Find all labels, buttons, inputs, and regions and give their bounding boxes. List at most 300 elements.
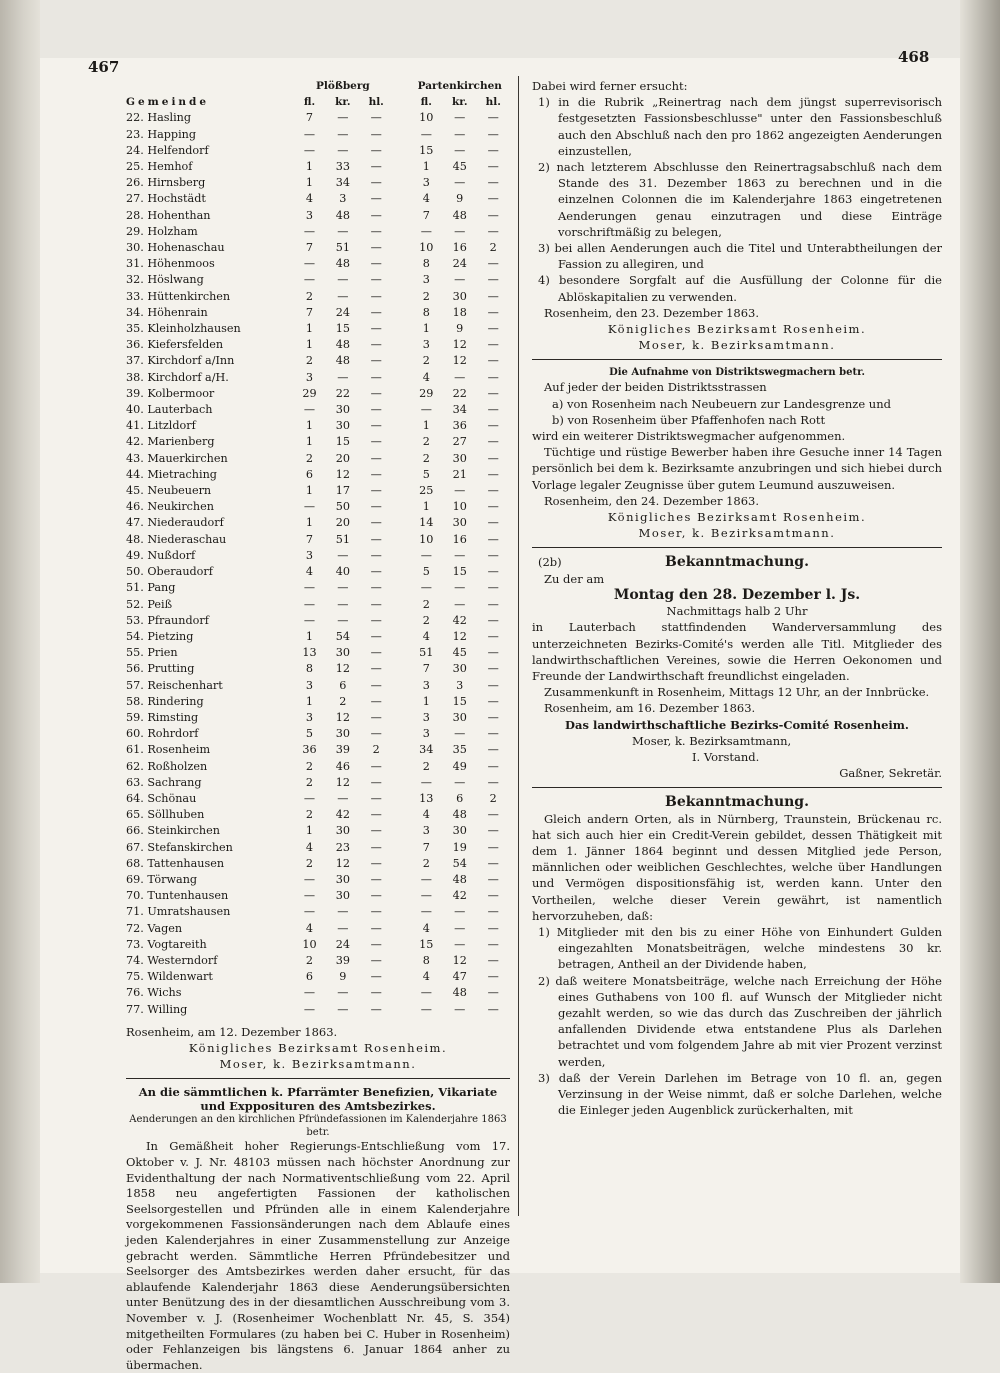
amount-cell: —	[370, 160, 382, 174]
amount-cell: —	[487, 808, 499, 822]
amount-cell: 30	[452, 662, 467, 676]
table-row	[126, 645, 510, 661]
amount-cell: —	[487, 111, 499, 125]
municipality-name: 67. Stefanskirchen	[126, 840, 233, 854]
municipality-name: 35. Kleinholzhausen	[126, 322, 241, 336]
divider	[532, 547, 942, 548]
amount-cell: 25	[419, 484, 434, 498]
amount-cell: —	[370, 403, 382, 417]
amount-cell: —	[454, 937, 466, 951]
amount-cell: —	[370, 370, 382, 384]
col-hl: hl.	[368, 96, 384, 109]
amount-cell: —	[370, 824, 382, 838]
municipality-name: 72. Vagen	[126, 921, 183, 935]
amount-cell: 4	[422, 370, 430, 384]
amount-cell: 30	[335, 419, 350, 433]
amount-cell: —	[370, 435, 382, 449]
amount-cell: —	[370, 289, 382, 303]
page-number-left: 467	[88, 58, 120, 76]
table-row	[126, 985, 510, 1001]
amount-cell: —	[337, 597, 349, 611]
amount-cell: 47	[452, 970, 467, 984]
table-row	[126, 418, 510, 434]
municipality-name: 52. Peiß	[126, 597, 173, 611]
amount-cell: —	[487, 467, 499, 481]
table-row	[126, 305, 510, 321]
amount-cell: —	[303, 500, 316, 514]
municipality-name: 28. Hohenthan	[126, 208, 211, 222]
amount-cell: 30	[452, 516, 467, 530]
amount-cell: —	[454, 484, 466, 498]
amount-cell: —	[420, 905, 432, 919]
notice-sign: Moser, k. Bezirksamtmann,	[632, 733, 792, 748]
request-office: Königliches Bezirksamt Rosenheim.	[607, 322, 867, 337]
amount-cell: 2	[422, 354, 430, 368]
amount-cell: 8	[422, 305, 430, 319]
municipality-name: 66. Steinkirchen	[126, 824, 220, 838]
col-kr: kr.	[335, 96, 351, 109]
table-row	[126, 807, 510, 823]
table-row	[126, 240, 510, 256]
table-row	[126, 337, 510, 353]
amount-cell: 12	[335, 467, 350, 481]
amount-cell: —	[487, 370, 499, 384]
amount-cell: 2	[422, 435, 430, 449]
col-kr: kr.	[451, 96, 468, 109]
amount-cell: 15	[452, 565, 467, 579]
amount-cell: 30	[452, 451, 467, 465]
amount-cell: 30	[335, 403, 350, 417]
amount-cell: —	[370, 208, 382, 222]
notice-sign-secretary: Gaßner, Sekretär.	[839, 766, 942, 781]
table-row	[126, 532, 510, 548]
notice-intro: Zu der am	[544, 571, 605, 586]
table-row	[126, 904, 510, 920]
notice-time: Nachmittags halb 2 Uhr	[666, 604, 808, 619]
amount-cell: —	[370, 354, 382, 368]
amount-cell: 1	[305, 338, 314, 352]
municipality-name: 61. Rosenheim	[126, 743, 211, 757]
amount-cell: 2	[305, 775, 314, 789]
municipality-name: 48. Niederaschau	[126, 532, 227, 546]
amount-cell: —	[337, 613, 349, 627]
municipality-name: 71. Umratshausen	[126, 905, 231, 919]
amount-cell: 34	[419, 743, 434, 757]
table-row	[126, 597, 510, 613]
table-row	[126, 710, 510, 726]
amount-cell: 30	[335, 872, 350, 886]
amount-cell: 12	[452, 953, 467, 967]
amount-cell: 2	[422, 759, 430, 773]
group-ploessberg: Plößberg	[315, 80, 370, 92]
amount-cell: 7	[422, 662, 430, 676]
amount-cell: —	[487, 419, 499, 433]
notice-sign-role: I. Vorstand.	[692, 749, 760, 764]
municipality-name: 44. Mietraching	[126, 467, 217, 481]
amount-cell: —	[487, 435, 499, 449]
amount-cell: 29	[302, 386, 317, 400]
credit-item: 2) daß weitere Monatsbeiträge, welche nach Erreichung der Höhe eines Guthabens von 100 fl. auf Wunsch der Mitglieder nicht gezahlt werden, so wie das durch das Zuschreiben der jährlich anfallenden Dividende etwa entstandene Plus als Darlehen betrachtet und vom folgendem Jahre ab mit vier Prozent verzinst werden,	[538, 973, 942, 1069]
municipality-name: 62. Roßholzen	[126, 759, 208, 773]
amount-cell: —	[370, 581, 382, 595]
amount-cell: —	[337, 273, 349, 287]
amount-cell: —	[370, 516, 382, 530]
amount-cell: —	[487, 937, 499, 951]
amount-cell: 4	[305, 840, 314, 854]
amount-cell: 34	[335, 176, 350, 190]
amount-cell: —	[370, 662, 382, 676]
amount-cell: —	[487, 856, 499, 870]
amount-cell: 1	[305, 629, 314, 643]
amount-cell: 4	[422, 970, 430, 984]
amount-cell: 4	[422, 192, 430, 206]
table-row	[126, 661, 510, 677]
table-row	[126, 823, 510, 839]
amount-cell: 3	[305, 208, 314, 222]
amount-cell: —	[487, 386, 499, 400]
table-row	[126, 742, 510, 758]
request-item: 2) nach letzterem Abschlusse den Reinertragsabschluß nach dem Stande des 31. Dezember 1863 zu berechnen und in die einzelnen Colonnen die im Kalenderjahre 1863 eingetretenen Aenderungen genau einzutragen und diese Einträge vorschriftmäßig zu belegen,	[538, 160, 942, 239]
amount-cell: 42	[335, 808, 350, 822]
amount-cell: —	[487, 824, 499, 838]
table-row	[126, 386, 510, 402]
amount-cell: 7	[305, 532, 314, 546]
amount-cell: 6	[456, 791, 464, 805]
municipality-name: 68. Tattenhausen	[126, 856, 225, 870]
amount-cell: 36	[452, 419, 467, 433]
amount-cell: 12	[335, 662, 350, 676]
table-row	[126, 402, 510, 418]
amount-cell: 48	[452, 872, 467, 886]
amount-cell: —	[420, 127, 432, 141]
amount-cell: 1	[305, 160, 314, 174]
page-number-right: 468	[898, 48, 930, 66]
amount-cell: —	[370, 467, 382, 481]
amount-cell: 1	[305, 824, 314, 838]
amount-cell: 3	[305, 710, 314, 724]
amount-cell: —	[487, 451, 499, 465]
divider	[532, 787, 942, 788]
amount-cell: 30	[452, 289, 467, 303]
municipality-name: 46. Neukirchen	[126, 500, 214, 514]
col-fl: fl.	[420, 96, 432, 109]
table-row	[126, 467, 510, 483]
municipality-name: 55. Prien	[126, 646, 178, 660]
request-item: 4) besondere Sorgfalt auf die Ausfüllung der Colonne für die Ablöskapitalien zu verwenden.	[538, 273, 942, 304]
amount-cell: —	[303, 127, 316, 141]
amount-cell: 1	[305, 322, 314, 336]
amount-cell: 51	[419, 646, 434, 660]
municipality-name: 23. Happing	[126, 127, 197, 141]
amount-cell: —	[370, 273, 382, 287]
right-column	[532, 78, 942, 1118]
amount-cell: 2	[372, 743, 380, 757]
amount-cell: —	[454, 176, 466, 190]
amount-cell: —	[370, 451, 382, 465]
notice-org: Das landwirthschaftliche Bezirks-Comité Rosenheim.	[565, 717, 909, 732]
amount-cell: 2	[305, 856, 314, 870]
amount-cell: —	[487, 662, 499, 676]
municipality-name: 56. Prutting	[126, 662, 195, 676]
table-footer-sign: Moser, k. Bezirksamtmann.	[219, 1057, 417, 1072]
table-row	[126, 159, 510, 175]
table-row	[126, 256, 510, 272]
amount-cell: —	[370, 727, 382, 741]
amount-cell: 4	[305, 565, 314, 579]
amount-cell: 4	[422, 629, 430, 643]
amount-cell: 39	[335, 953, 350, 967]
amount-cell: 50	[335, 500, 350, 514]
amount-cell: 12	[452, 338, 467, 352]
amount-cell: 29	[419, 386, 434, 400]
amount-cell: —	[420, 581, 432, 595]
table-row	[126, 110, 510, 126]
amount-cell: —	[337, 905, 349, 919]
amount-cell: 40	[335, 565, 350, 579]
amount-cell: —	[487, 516, 499, 530]
amount-cell: —	[337, 370, 349, 384]
amount-cell: 2	[489, 791, 497, 805]
amount-cell: 9	[456, 322, 464, 336]
amount-cell: 3	[305, 548, 314, 562]
amount-cell: —	[487, 905, 499, 919]
table-row	[126, 726, 510, 742]
amount-cell: —	[487, 597, 499, 611]
amount-cell: —	[337, 581, 349, 595]
amount-cell: —	[487, 629, 499, 643]
amount-cell: —	[454, 127, 466, 141]
amount-cell: —	[487, 710, 499, 724]
amount-cell: 34	[452, 403, 467, 417]
page-edge	[960, 0, 1000, 1283]
amount-cell: 3	[422, 273, 430, 287]
municipality-name: 40. Lauterbach	[126, 403, 213, 417]
amount-cell: —	[487, 565, 499, 579]
amount-cell: —	[303, 889, 316, 903]
amount-cell: —	[370, 710, 382, 724]
amount-cell: —	[487, 743, 499, 757]
municipality-name: 77. Willing	[126, 1002, 188, 1016]
amount-cell: —	[487, 532, 499, 546]
table-row	[126, 272, 510, 288]
municipality-name: 45. Neubeuern	[126, 484, 212, 498]
amount-cell: 1	[422, 694, 430, 708]
amount-cell: —	[487, 775, 499, 789]
municipality-name: 27. Hochstädt	[126, 192, 206, 206]
amount-cell: 10	[419, 532, 434, 546]
amount-cell: —	[487, 1002, 499, 1016]
amount-cell: 2	[422, 613, 430, 627]
amount-cell: 4	[305, 192, 314, 206]
amount-cell: 33	[335, 160, 350, 174]
table-row	[126, 548, 510, 564]
amount-cell: —	[370, 840, 382, 854]
table-footer-office: Königliches Bezirksamt Rosenheim.	[188, 1040, 448, 1055]
amount-cell: 4	[305, 921, 314, 935]
amount-cell: —	[303, 905, 316, 919]
table-row	[126, 499, 510, 515]
table-row	[126, 840, 510, 856]
amount-cell: —	[370, 970, 382, 984]
table-row	[126, 872, 510, 888]
amount-cell: —	[420, 548, 432, 562]
amount-cell: —	[370, 872, 382, 886]
amount-cell: —	[370, 856, 382, 870]
amount-cell: —	[370, 905, 382, 919]
amount-cell: —	[454, 727, 466, 741]
amount-cell: 8	[422, 953, 430, 967]
credit-item: 1) Mitglieder mit den bis zu einer Höhe von Einhundert Gulden eingezahlten Monatsbeiträgen, welche mindestens 30 kr. betragen, Antheil an der Dividende haben,	[538, 924, 942, 972]
amount-cell: 10	[419, 241, 434, 255]
amount-cell: 9	[339, 970, 347, 984]
amount-cell: —	[370, 224, 382, 238]
wegmacher-title: Die Aufnahme von Distriktswegmachern betr.	[609, 367, 865, 379]
amount-cell: 15	[419, 937, 434, 951]
amount-cell: 46	[335, 759, 350, 773]
amount-cell: —	[303, 257, 316, 271]
amount-cell: 2	[489, 241, 497, 255]
amount-cell: 30	[335, 824, 350, 838]
table-row	[126, 289, 510, 305]
municipality-name: 38. Kirchdorf a/H.	[126, 370, 229, 384]
municipality-name: 36. Kiefersfelden	[126, 338, 224, 352]
amount-cell: 3	[456, 678, 464, 692]
table-row	[126, 224, 510, 240]
amount-cell: —	[487, 354, 499, 368]
amount-cell: —	[487, 970, 499, 984]
amount-cell: —	[370, 322, 382, 336]
municipality-name: 50. Oberaudorf	[126, 565, 213, 579]
municipality-name: 39. Kolbermoor	[126, 386, 215, 400]
municipality-name: 70. Tuntenhausen	[126, 889, 229, 903]
amount-cell: —	[370, 629, 382, 643]
amount-cell: 3	[422, 710, 430, 724]
municipality-name: 74. Westerndorf	[126, 953, 218, 967]
col-gemeinde: Gemeinde	[126, 96, 210, 109]
amount-cell: —	[370, 257, 382, 271]
amount-cell: 13	[302, 646, 317, 660]
municipality-name: 37. Kirchdorf a/Inn	[126, 354, 235, 368]
amount-cell: —	[487, 889, 499, 903]
pfarr-title: An die sämmtlichen k. Pfarrämter Benefizien, Vikariate und Expposituren des Amtsbezirkes.	[138, 1085, 498, 1114]
amount-cell: —	[303, 224, 316, 238]
amount-cell: 2	[305, 759, 314, 773]
amount-cell: 3	[422, 678, 430, 692]
amount-cell: 3	[422, 824, 430, 838]
table-row	[126, 580, 510, 596]
amount-cell: 49	[452, 759, 467, 773]
municipality-name: 49. Nußdorf	[126, 548, 196, 562]
amount-cell: —	[337, 289, 349, 303]
amount-cell: 17	[335, 484, 350, 498]
amount-cell: —	[337, 986, 349, 1000]
table-row	[126, 127, 510, 143]
amount-cell: 24	[335, 937, 350, 951]
amount-cell: —	[487, 322, 499, 336]
amount-cell: 1	[422, 500, 430, 514]
amount-cell: 10	[419, 111, 434, 125]
table-row	[126, 564, 510, 580]
amount-cell: —	[487, 581, 499, 595]
credit-body: Gleich andern Orten, als in Nürnberg, Traunstein, Brückenau rc. hat sich auch hier ein Credit-Verein gebildet, dessen Thätigkeit mit dem 1. Jänner 1864 beginnt und dessen Mitglied jede Person, männlichen oder weiblichen Geschlechtes, welche über Handlungen und Vermögen dispositionsfähig ist, werden kann. Unter den Vortheilen, welche dieser Verein gewährt, ist namentlich hervorzuheben, daß:	[532, 811, 942, 923]
amount-cell: —	[370, 646, 382, 660]
amount-cell: 18	[452, 305, 467, 319]
municipality-name: 53. Pfraundorf	[126, 613, 209, 627]
notice-number: (2b)	[538, 555, 562, 570]
amount-cell: 15	[335, 322, 350, 336]
table-row	[126, 888, 510, 904]
table-row	[126, 953, 510, 969]
amount-cell: —	[454, 111, 466, 125]
amount-cell: 2	[422, 597, 430, 611]
amount-cell: 20	[335, 516, 350, 530]
amount-cell: 12	[452, 629, 467, 643]
wegmacher-body: wird ein weiterer Distriktswegmacher aufgenommen.	[532, 429, 846, 444]
table-row	[126, 208, 510, 224]
request-item: 3) bei allen Aenderungen auch die Titel und Unterabtheilungen der Fassion zu allegiren, und	[538, 241, 942, 272]
amount-cell: 3	[422, 338, 430, 352]
amount-cell: —	[337, 1002, 349, 1016]
table-row	[126, 191, 510, 207]
amount-cell: 8	[422, 257, 430, 271]
group-partenkirchen: Partenkirchen	[417, 80, 502, 92]
amount-cell: 45	[452, 646, 467, 660]
amount-cell: 54	[335, 629, 350, 643]
amount-cell: 22	[452, 386, 467, 400]
amount-cell: 1	[305, 419, 314, 433]
amount-cell: —	[487, 727, 499, 741]
pfarr-body: In Gemäßheit hoher Regierungs-Entschließung vom 17. Oktober v. J. Nr. 48103 müssen nach höchster Anordnung zur Evidenthaltung der nach Normativentschließung vom 22. April 1858 neu angefertigten Fassionen der katholischen Seelsorgestellen und Pfründen alle in einem Kalenderjahre vorgekommenen Fassionsänderungen nach dem Ablaufe eines jeden Kalenderjahres in einer Zusammenstellung zur Anzeige gebracht werden. Sämmtliche Herren Pfründebesitzer und Seelsorger des Amtsbezirkes werden daher ersucht, für das ablaufende Kalenderjahr 1863 diese Aenderungsübersichten unter Benützung des in der diesamtlichen Ausschreibung vom 3. November v. J. (Rosenheimer Wochenblatt Nr. 45, S. 354) mitgetheilten Formulares (zu haben bei C. Huber in Rosenheim) oder Fehlanzeigen bis längstens 6. Januar 1864 anher zu übermachen.	[126, 1139, 510, 1372]
amount-cell: —	[420, 889, 432, 903]
amount-cell: 48	[335, 338, 350, 352]
amount-cell: —	[487, 953, 499, 967]
amount-cell: 1	[422, 419, 430, 433]
table-row	[126, 353, 510, 369]
amount-cell: 48	[452, 208, 467, 222]
amount-cell: —	[370, 759, 382, 773]
amount-cell: —	[454, 548, 466, 562]
amount-cell: 36	[302, 743, 317, 757]
municipality-name: 65. Söllhuben	[126, 808, 205, 822]
amount-cell: 2	[422, 451, 430, 465]
wegmacher-road-a: a) von Rosenheim nach Neubeuern zur Landesgrenze und	[552, 396, 891, 411]
municipality-name: 51. Pang	[126, 581, 176, 595]
amount-cell: 16	[452, 532, 467, 546]
amount-cell: 3	[339, 192, 347, 206]
municipality-name: 24. Helfendorf	[126, 143, 209, 157]
amount-cell: 5	[305, 727, 314, 741]
amount-cell: —	[454, 370, 466, 384]
amount-cell: 42	[452, 889, 467, 903]
amount-cell: —	[370, 241, 382, 255]
amount-cell: —	[370, 419, 382, 433]
amount-cell: —	[487, 646, 499, 660]
amount-cell: —	[454, 273, 466, 287]
amount-cell: 2	[305, 953, 314, 967]
amount-cell: 20	[335, 451, 350, 465]
table-row	[126, 775, 510, 791]
amount-cell: 1	[305, 176, 314, 190]
amount-cell: —	[370, 500, 382, 514]
amount-cell: 2	[339, 694, 347, 708]
amount-cell: —	[487, 338, 499, 352]
amount-cell: —	[370, 937, 382, 951]
amount-cell: —	[487, 548, 499, 562]
amount-cell: —	[420, 775, 432, 789]
table-row	[126, 515, 510, 531]
amount-cell: 7	[422, 208, 430, 222]
table-footer-date: Rosenheim, am 12. Dezember 1863.	[126, 1024, 338, 1039]
